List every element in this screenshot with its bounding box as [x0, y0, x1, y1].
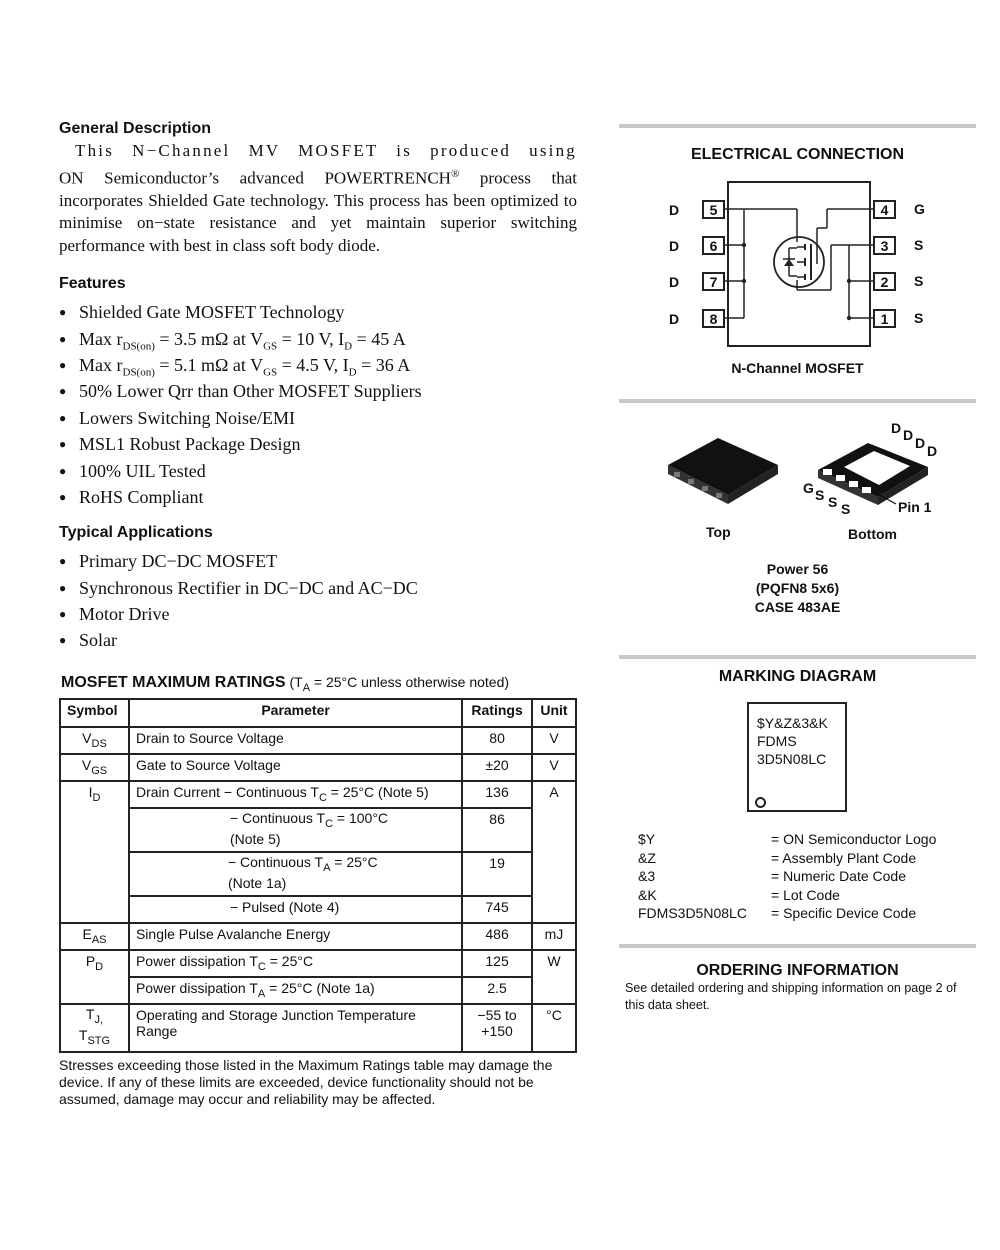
pkg-g-label: G [803, 480, 814, 496]
features-heading: Features [59, 275, 126, 293]
pkg-bottom-label: Bottom [848, 526, 897, 542]
pinout-diagram [619, 170, 976, 360]
col-unit: Unit [532, 699, 576, 727]
feature-item: ● 100% UIL Tested [59, 458, 577, 484]
desc-line-2a: ON Semiconductor’s advanced POWERTRENCH [59, 168, 451, 188]
unit-cell: V [532, 727, 576, 754]
value-cell: 486 [462, 923, 532, 950]
pin-number: 5 [709, 202, 718, 218]
ratings-title: MOSFET MAXIMUM RATINGS ($T_A = 25^\circ C$ unless otherwise noted) [61, 673, 510, 695]
value-cell: 125 [462, 950, 532, 977]
param-cell: − Continuous $T_C = 100^\circ C$ (Note 5) [129, 808, 462, 852]
pin-label-s: S [914, 310, 924, 326]
divider [619, 655, 976, 659]
marking-diagram-heading: MARKING DIAGRAM [718, 668, 877, 685]
pin-label-s: S [914, 273, 924, 289]
application-item: ● Solar [59, 627, 577, 653]
param-cell: Power dissipation $T_C = 25^\circ C$ [129, 950, 462, 977]
pkg-pin1-label: Pin 1 [898, 499, 932, 515]
pin-number: 2 [880, 274, 889, 290]
pkg-s-label: S [841, 501, 851, 517]
symbol-cell: $P_D$ [60, 950, 129, 1004]
table-row [60, 923, 576, 950]
value-cell: −55 to +150 [462, 1004, 532, 1052]
param-cell: Drain to Source Voltage [129, 727, 462, 754]
value-cell: ±20 [462, 754, 532, 781]
package-top-icon [668, 438, 778, 504]
param-cell: Gate to Source Voltage [129, 754, 462, 781]
col-ratings: Ratings [462, 699, 532, 727]
general-description-heading: General Description [59, 120, 212, 137]
pin-label-g: G [914, 201, 925, 217]
feature-item: ● MSL1 Robust Package Design [59, 431, 577, 457]
value-cell: 19 [462, 852, 532, 896]
param-cell: − Continuous $T_A = 25^\circ C$ (Note 1a) [129, 852, 462, 896]
ratings-table [59, 698, 577, 1053]
marking-line: FDMS [757, 733, 797, 749]
symbol-cell: $T_{J,}$ $T_{STG}$ [60, 1004, 129, 1052]
col-symbol: Symbol [60, 699, 129, 727]
desc-line-1: This N−Channel MV MOSFET is produced using [75, 141, 577, 160]
desc-rest: process that incorporates Shielded Gate technology. This process has been optimized to minimise on−state resistance and yet maintain superior switching performance with best in class soft body diode. [59, 168, 577, 255]
pin-number: 6 [709, 238, 718, 254]
unit-cell: W [532, 950, 576, 1004]
pkg-d-label: D [927, 443, 938, 459]
feature-item: ● 50% Lower Qrr than Other MOSFET Suppliers [59, 378, 577, 404]
feature-item: ● Lowers Switching Noise/EMI [59, 405, 577, 431]
left-column [59, 120, 577, 1108]
table-row [60, 852, 576, 896]
marking-line: 3D5N08LC [757, 751, 827, 767]
table-row [60, 808, 576, 852]
application-item: ● Synchronous Rectifier in DC−DC and AC−DC [59, 575, 577, 601]
pin-number: 1 [880, 311, 889, 327]
feature-item: ● Max $r_{DS(on)} = 5.1$ mΩ at $V_{GS} = 4.5$ V, $I_D = 36$ A [59, 352, 577, 378]
pin-number: 7 [709, 274, 718, 290]
symbol-cell: $I_D$ [60, 781, 129, 923]
stress-note: Stresses exceeding those listed in the Maximum Ratings table may damage the device. If any of these limits are exceeded, device functionality should not be assumed, damage may occur and reliability may be affected. [59, 1056, 553, 1107]
package-name: Power 56 (PQFN8 5x6) CASE 483AE [754, 561, 841, 615]
param-cell: Drain Current − Continuous $T_C = 25^\circ C$ (Note 5) [129, 781, 462, 808]
table-row [60, 781, 576, 808]
table-row [60, 1004, 576, 1052]
divider [619, 399, 976, 403]
registered-mark: ® [450, 167, 460, 180]
pkg-d-label: D [915, 435, 926, 451]
pkg-d-label: D [903, 427, 914, 443]
applications-list [59, 548, 577, 654]
pin-number: 4 [880, 202, 889, 218]
divider [619, 944, 976, 948]
unit-cell: A [532, 781, 576, 923]
application-item: ● Motor Drive [59, 601, 577, 627]
table-row [60, 754, 576, 781]
param-cell: Single Pulse Avalanche Energy [129, 923, 462, 950]
pkg-s-label: S [815, 487, 825, 503]
marking-box [747, 702, 847, 812]
pin1-dot-icon [755, 797, 766, 808]
pin-label-d: D [669, 311, 680, 327]
pin-label-d: D [669, 238, 680, 254]
param-cell: Operating and Storage Junction Temperature Range [129, 1004, 462, 1052]
pin-label-d: D [669, 274, 680, 290]
unit-cell: V [532, 754, 576, 781]
symbol-cell: $V_{GS}$ [60, 754, 129, 781]
value-cell: 745 [462, 896, 532, 923]
table-row [60, 896, 576, 923]
unit-cell: °C [532, 1004, 576, 1052]
pin-number: 3 [880, 238, 889, 254]
symbol-cell: $V_{DS}$ [60, 727, 129, 754]
applications-heading: Typical Applications [59, 524, 213, 542]
application-item: ● Primary DC−DC MOSFET [59, 548, 577, 574]
feature-item: ● Shielded Gate MOSFET Technology [59, 299, 577, 325]
unit-cell: mJ [532, 923, 576, 950]
pkg-d-label: D [891, 420, 902, 436]
col-parameter: Parameter [129, 699, 462, 727]
pin-number: 8 [709, 311, 718, 327]
pin-label-d: D [669, 202, 680, 218]
symbol-cell: $E_{AS}$ [60, 923, 129, 950]
pinout-caption: N-Channel MOSFET [731, 360, 864, 376]
general-description-text [59, 140, 577, 257]
value-cell: 80 [462, 727, 532, 754]
electrical-connection-heading: ELECTRICAL CONNECTION [690, 146, 905, 163]
feature-item: ● RoHS Compliant [59, 484, 577, 510]
param-cell: − Pulsed (Note 4) [129, 896, 462, 923]
table-header-row [60, 699, 576, 727]
param-cell: Power dissipation $T_A = 25^\circ C$ (Note 1a) [129, 977, 462, 1004]
features-list [59, 299, 577, 510]
pkg-s-label: S [828, 494, 838, 510]
table-row [60, 950, 576, 977]
pin-label-s: S [914, 237, 924, 253]
table-row [60, 977, 576, 1004]
marking-line: $Y&Z&3&K [757, 715, 828, 731]
table-row [60, 727, 576, 754]
value-cell: 136 [462, 781, 532, 808]
pkg-top-label: Top [706, 524, 731, 540]
divider [619, 124, 976, 128]
value-cell: 2.5 [462, 977, 532, 1004]
ordering-text: See detailed ordering and shipping information on page 2 of this data sheet. [625, 981, 957, 1012]
feature-item: ● Max $r_{DS(on)} = 3.5$ mΩ at $V_{GS} = 10$ V, $I_D = 45$ A [59, 326, 577, 352]
value-cell: 86 [462, 808, 532, 852]
ordering-information-heading: ORDERING INFORMATION [696, 962, 899, 979]
